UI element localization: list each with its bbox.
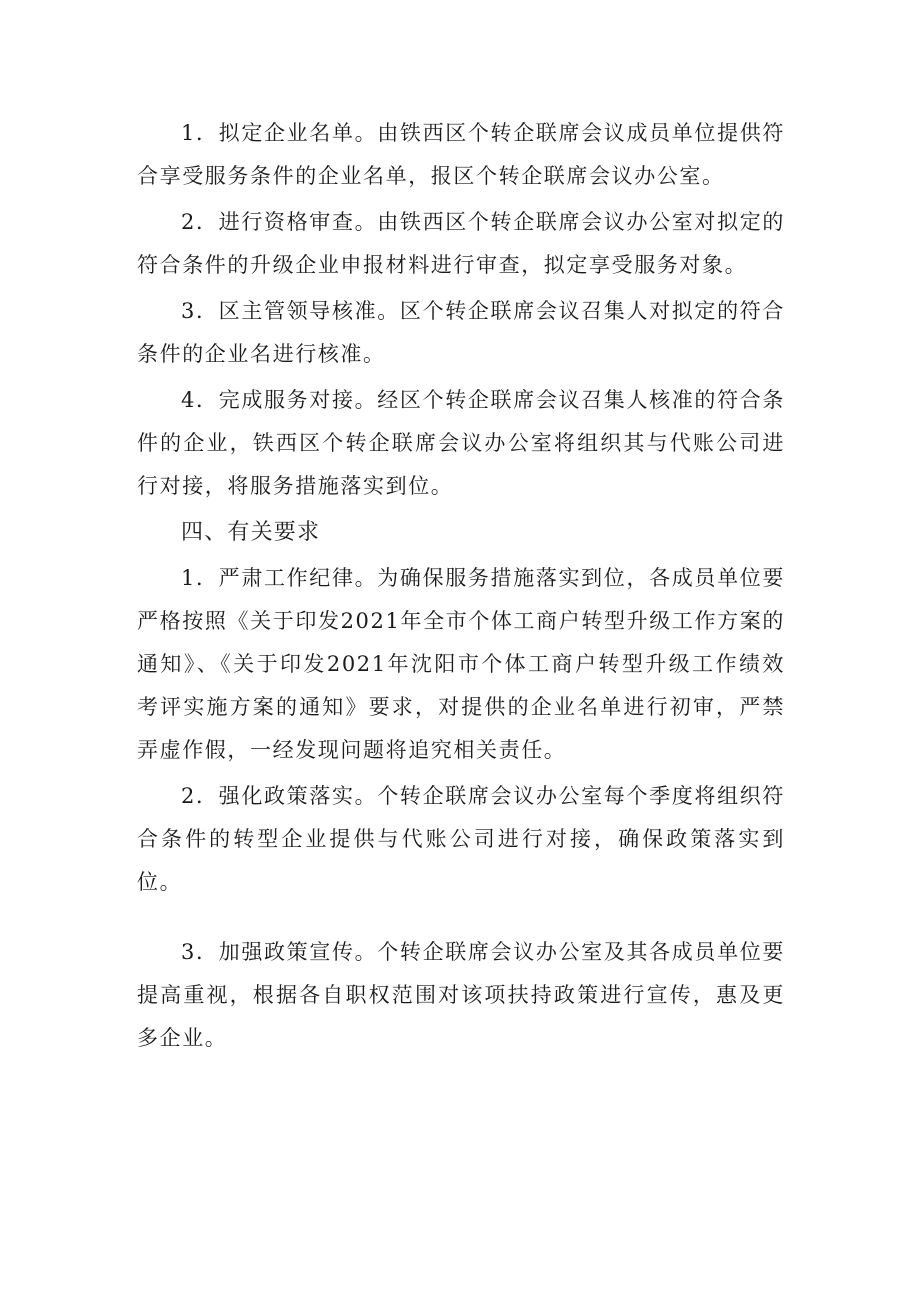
paragraph-gap: [137, 907, 785, 931]
paragraph-leader-approval: 3．区主管领导核准。区个转企联席会议召集人对拟定的符合条件的企业名进行核准。: [137, 299, 785, 366]
paragraph-work-discipline: 1．严肃工作纪律。为确保服务措施落实到位，各成员单位要严格按照《关于印发2021年全市个体工商户转型升级工作方案的通知》、《关于印发2021年沈阳市个体工商户转型升级工作绩效考评实施方案的通知》要求，对提供的企业名单进行初审，严禁弄虚作假，一经发现问题将追究相关责任。: [137, 566, 785, 762]
paragraph-policy-promotion: 3．加强政策宣传。个转企联席会议办公室及其各成员单位要提高重视，根据各自职权范围对该项扶持政策进行宣传，惠及更多企业。: [137, 940, 785, 1050]
paragraph-qualification-review: 2．进行资格审查。由铁西区个转企联席会议办公室对拟定的符合条件的升级企业申报材料进行审查，拟定享受服务对象。: [137, 210, 785, 277]
paragraph-draft-enterprise-list: 1．拟定企业名单。由铁西区个转企联席会议成员单位提供符合享受服务条件的企业名单，报区个转企联席会议办公室。: [137, 121, 785, 188]
paragraph-policy-implementation: 2．强化政策落实。个转企联席会议办公室每个季度将组织符合条件的转型企业提供与代账公司进行对接，确保政策落实到位。: [137, 784, 785, 894]
section-heading-requirements: 四、有关要求: [181, 520, 321, 545]
document-body: [137, 112, 785, 1063]
paragraph-service-docking: 4．完成服务对接。经区个转企联席会议召集人核准的符合条件的企业，铁西区个转企联席会议办公室将组织其与代账公司进行对接，将服务措施落实到位。: [137, 388, 785, 498]
